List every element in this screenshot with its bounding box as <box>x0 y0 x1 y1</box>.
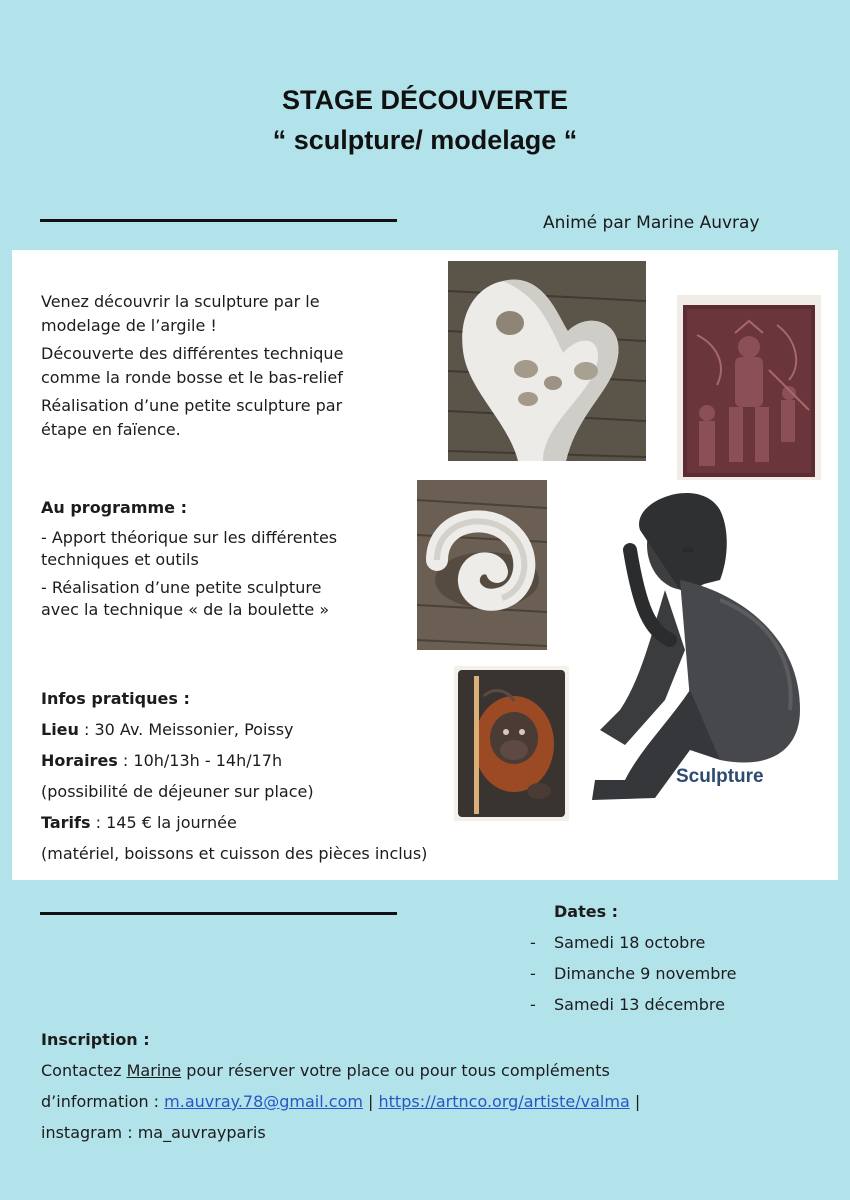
infos-lieu <box>41 714 511 745</box>
bas-relief-image <box>677 295 821 485</box>
infos-section <box>41 683 511 869</box>
horaires-value: : 10h/13h - 14h/17h <box>117 751 283 770</box>
website-link[interactable]: https://artnco.org/artiste/valma <box>378 1092 630 1111</box>
contact-suffix: pour réserver votre place ou pour tous compléments <box>181 1061 610 1080</box>
intro-text <box>41 290 401 442</box>
photo-bas-relief <box>677 295 821 485</box>
lunch-note: (possibilité de déjeuner sur place) <box>41 782 314 801</box>
info-prefix: d’information : <box>41 1092 165 1111</box>
inscription-heading: Inscription : <box>41 1030 150 1049</box>
tarifs-value: : 145 € la journée <box>90 813 237 832</box>
divider-top <box>40 219 397 222</box>
infos-horaires <box>41 745 511 776</box>
intro-p3-line2: étape en faïence. <box>41 420 181 439</box>
date-item <box>530 995 736 1026</box>
date-label: Dimanche 9 novembre <box>554 964 737 983</box>
date-item <box>530 964 736 995</box>
seated-figure-image <box>570 480 832 810</box>
spiral-sculpture-image <box>417 480 547 650</box>
divider-bottom <box>40 912 397 915</box>
date-item <box>530 933 736 964</box>
programme-section <box>41 497 411 621</box>
programme-item-1-line2: techniques et outils <box>41 550 199 569</box>
included-note: (matériel, boissons et cuisson des pièces inclus) <box>41 844 428 863</box>
date-dash: - <box>530 995 536 1014</box>
intro-p2-line1: Découverte des différentes technique <box>41 344 344 363</box>
programme-item-1-line1: - Apport théorique sur les différentes <box>41 528 338 547</box>
tarifs-label: Tarifs <box>41 813 91 832</box>
title-line-2: “ sculpture/ modelage “ <box>272 125 578 155</box>
photo-caption: Sculpture <box>676 766 764 787</box>
dates-section <box>530 902 736 1026</box>
title-line-1: STAGE DÉCOUVERTE <box>281 85 569 115</box>
photo-spiral-sculpture <box>417 480 547 650</box>
date-label: Samedi 13 décembre <box>554 995 725 1014</box>
date-label: Samedi 18 octobre <box>554 933 706 952</box>
intro-p1-line2: modelage de l’argile ! <box>41 316 217 335</box>
infos-heading: Infos pratiques : <box>41 689 190 708</box>
lieu-label: Lieu <box>41 720 79 739</box>
programme-item-2-line2: avec la technique « de la boulette » <box>41 600 330 619</box>
page-title <box>0 80 850 160</box>
date-dash: - <box>530 964 536 983</box>
date-dash: - <box>530 933 536 952</box>
separator: | <box>362 1092 379 1111</box>
infos-tarifs <box>41 807 511 838</box>
lieu-value: : 30 Av. Meissonier, Poissy <box>78 720 294 739</box>
byline: Animé par Marine Auvray <box>543 213 760 233</box>
contact-prefix: Contactez <box>41 1061 127 1080</box>
inscription-section <box>41 1024 640 1148</box>
intro-p2-line2: comme la ronde bosse et le bas-relief <box>41 368 343 387</box>
photo-orangutan-relief <box>454 666 569 821</box>
orangutan-relief-image <box>454 666 569 821</box>
separator: | <box>629 1092 641 1111</box>
email-link[interactable]: m.auvray.78@gmail.com <box>164 1092 363 1111</box>
intro-p1-line1: Venez découvrir la sculpture par le <box>41 292 320 311</box>
photo-seated-figure <box>570 480 832 810</box>
intro-p3-line1: Réalisation d’une petite sculpture par <box>41 396 343 415</box>
programme-heading: Au programme : <box>41 498 187 517</box>
horaires-label: Horaires <box>41 751 118 770</box>
dates-heading: Dates : <box>554 902 619 921</box>
programme-item-2-line1: - Réalisation d’une petite sculpture <box>41 578 322 597</box>
inscription-line-2 <box>41 1086 640 1117</box>
contact-name: Marine <box>126 1061 182 1080</box>
instagram-line: instagram : ma_auvrayparis <box>41 1123 266 1142</box>
inscription-line-1 <box>41 1055 640 1086</box>
abstract-sculpture-image <box>448 261 646 461</box>
photo-abstract-sculpture <box>448 261 646 461</box>
